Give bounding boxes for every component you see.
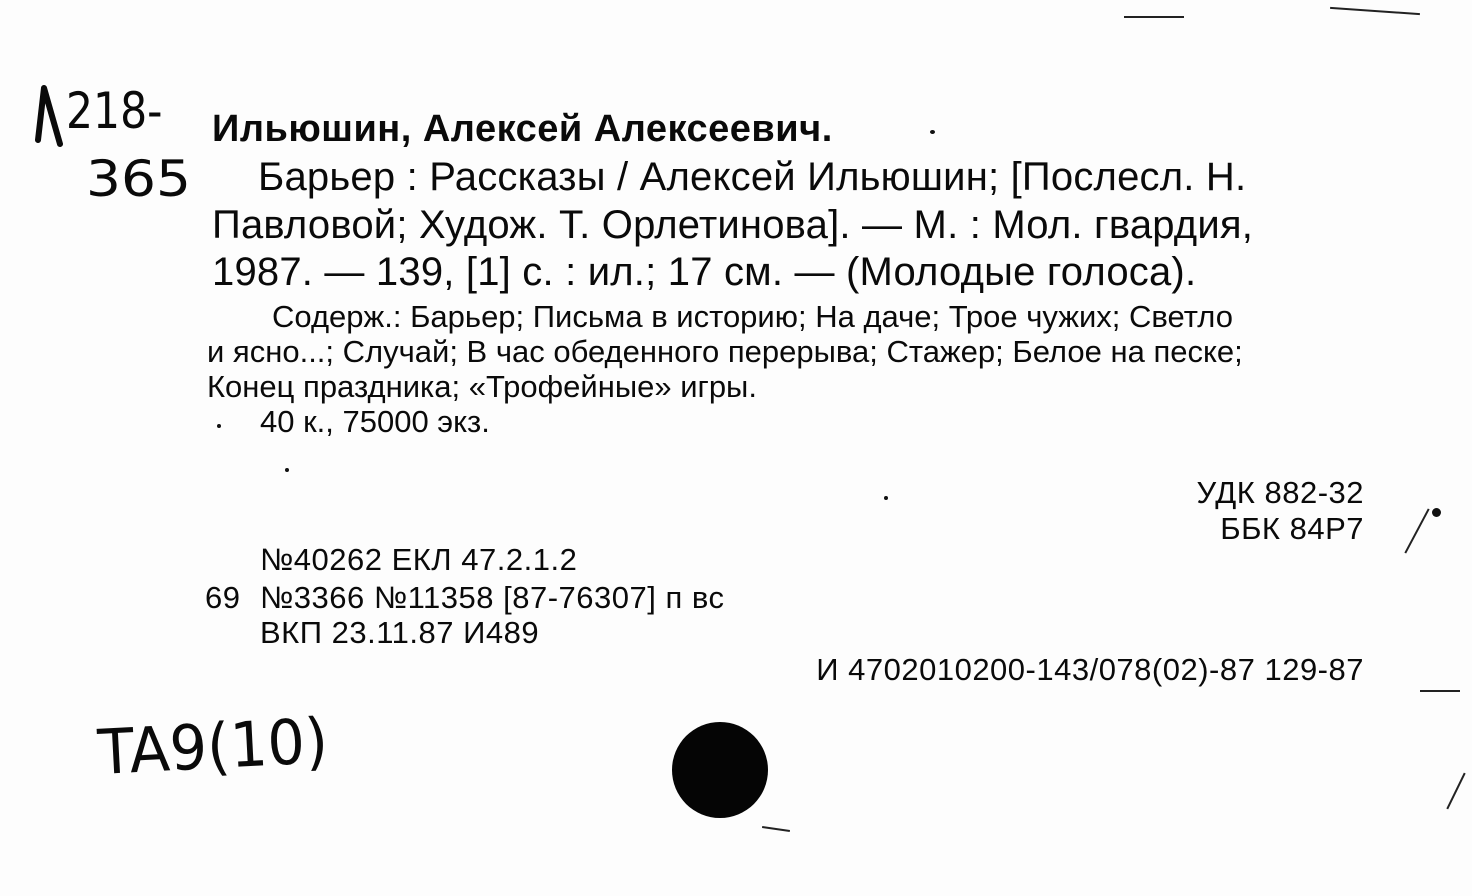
- scan-mark: [1404, 508, 1429, 553]
- description-line-1: Барьер : Рассказы / Алексей Ильюшин; [Послесл. Н.: [258, 155, 1247, 199]
- call-number-bottom: 365: [86, 150, 191, 208]
- contents-line-1: Содерж.: Барьер; Письма в историю; На даче; Трое чужих; Светло: [272, 299, 1233, 334]
- production-line-2-prefix: 69: [205, 580, 241, 615]
- scan-mark: [762, 826, 790, 832]
- scan-speck: [930, 130, 935, 134]
- description-line-3: 1987. — 139, [1] с. : ил.; 17 см. — (Молодые голоса).: [212, 250, 1197, 294]
- udk-code: УДК 882-32: [1196, 475, 1364, 510]
- handwritten-shelf-mark: TA9(10): [96, 704, 330, 789]
- bbk-code: ББК 84Р7: [1220, 511, 1364, 546]
- handwritten-call-number: [26, 72, 206, 212]
- handwritten-bracket-mark: [30, 78, 70, 148]
- production-line-1: №40262 ЕКЛ 47.2.1.2: [260, 542, 578, 577]
- index-code: И 4702010200-143/078(02)-87 129-87: [816, 652, 1364, 687]
- scan-mark: [1446, 773, 1465, 810]
- contents-line-3: Конец праздника; «Трофейные» игры.: [207, 369, 757, 404]
- scan-speck: [285, 468, 289, 472]
- scan-speck: [884, 496, 888, 500]
- production-line-3: ВКП 23.11.87 И489: [260, 615, 540, 650]
- production-line-2: №3366 №11358 [87-76307] п вс: [260, 580, 725, 615]
- scan-mark: [1420, 690, 1460, 692]
- punched-hole: [672, 722, 768, 818]
- scan-speck: [1432, 508, 1441, 517]
- scan-mark: [1330, 7, 1420, 15]
- call-number-top: 218-: [66, 82, 163, 140]
- description-line-2: Павловой; Худож. Т. Орлетинова]. — М. : Мол. гвардия,: [212, 203, 1254, 247]
- price-and-print-run: 40 к., 75000 экз.: [260, 404, 490, 439]
- scan-mark: [1124, 16, 1184, 18]
- contents-line-2: и ясно...; Случай; В час обеденного перерыва; Стажер; Белое на песке;: [207, 334, 1243, 369]
- scan-speck: [217, 424, 221, 428]
- author-heading: Ильюшин, Алексей Алексеевич.: [212, 108, 833, 150]
